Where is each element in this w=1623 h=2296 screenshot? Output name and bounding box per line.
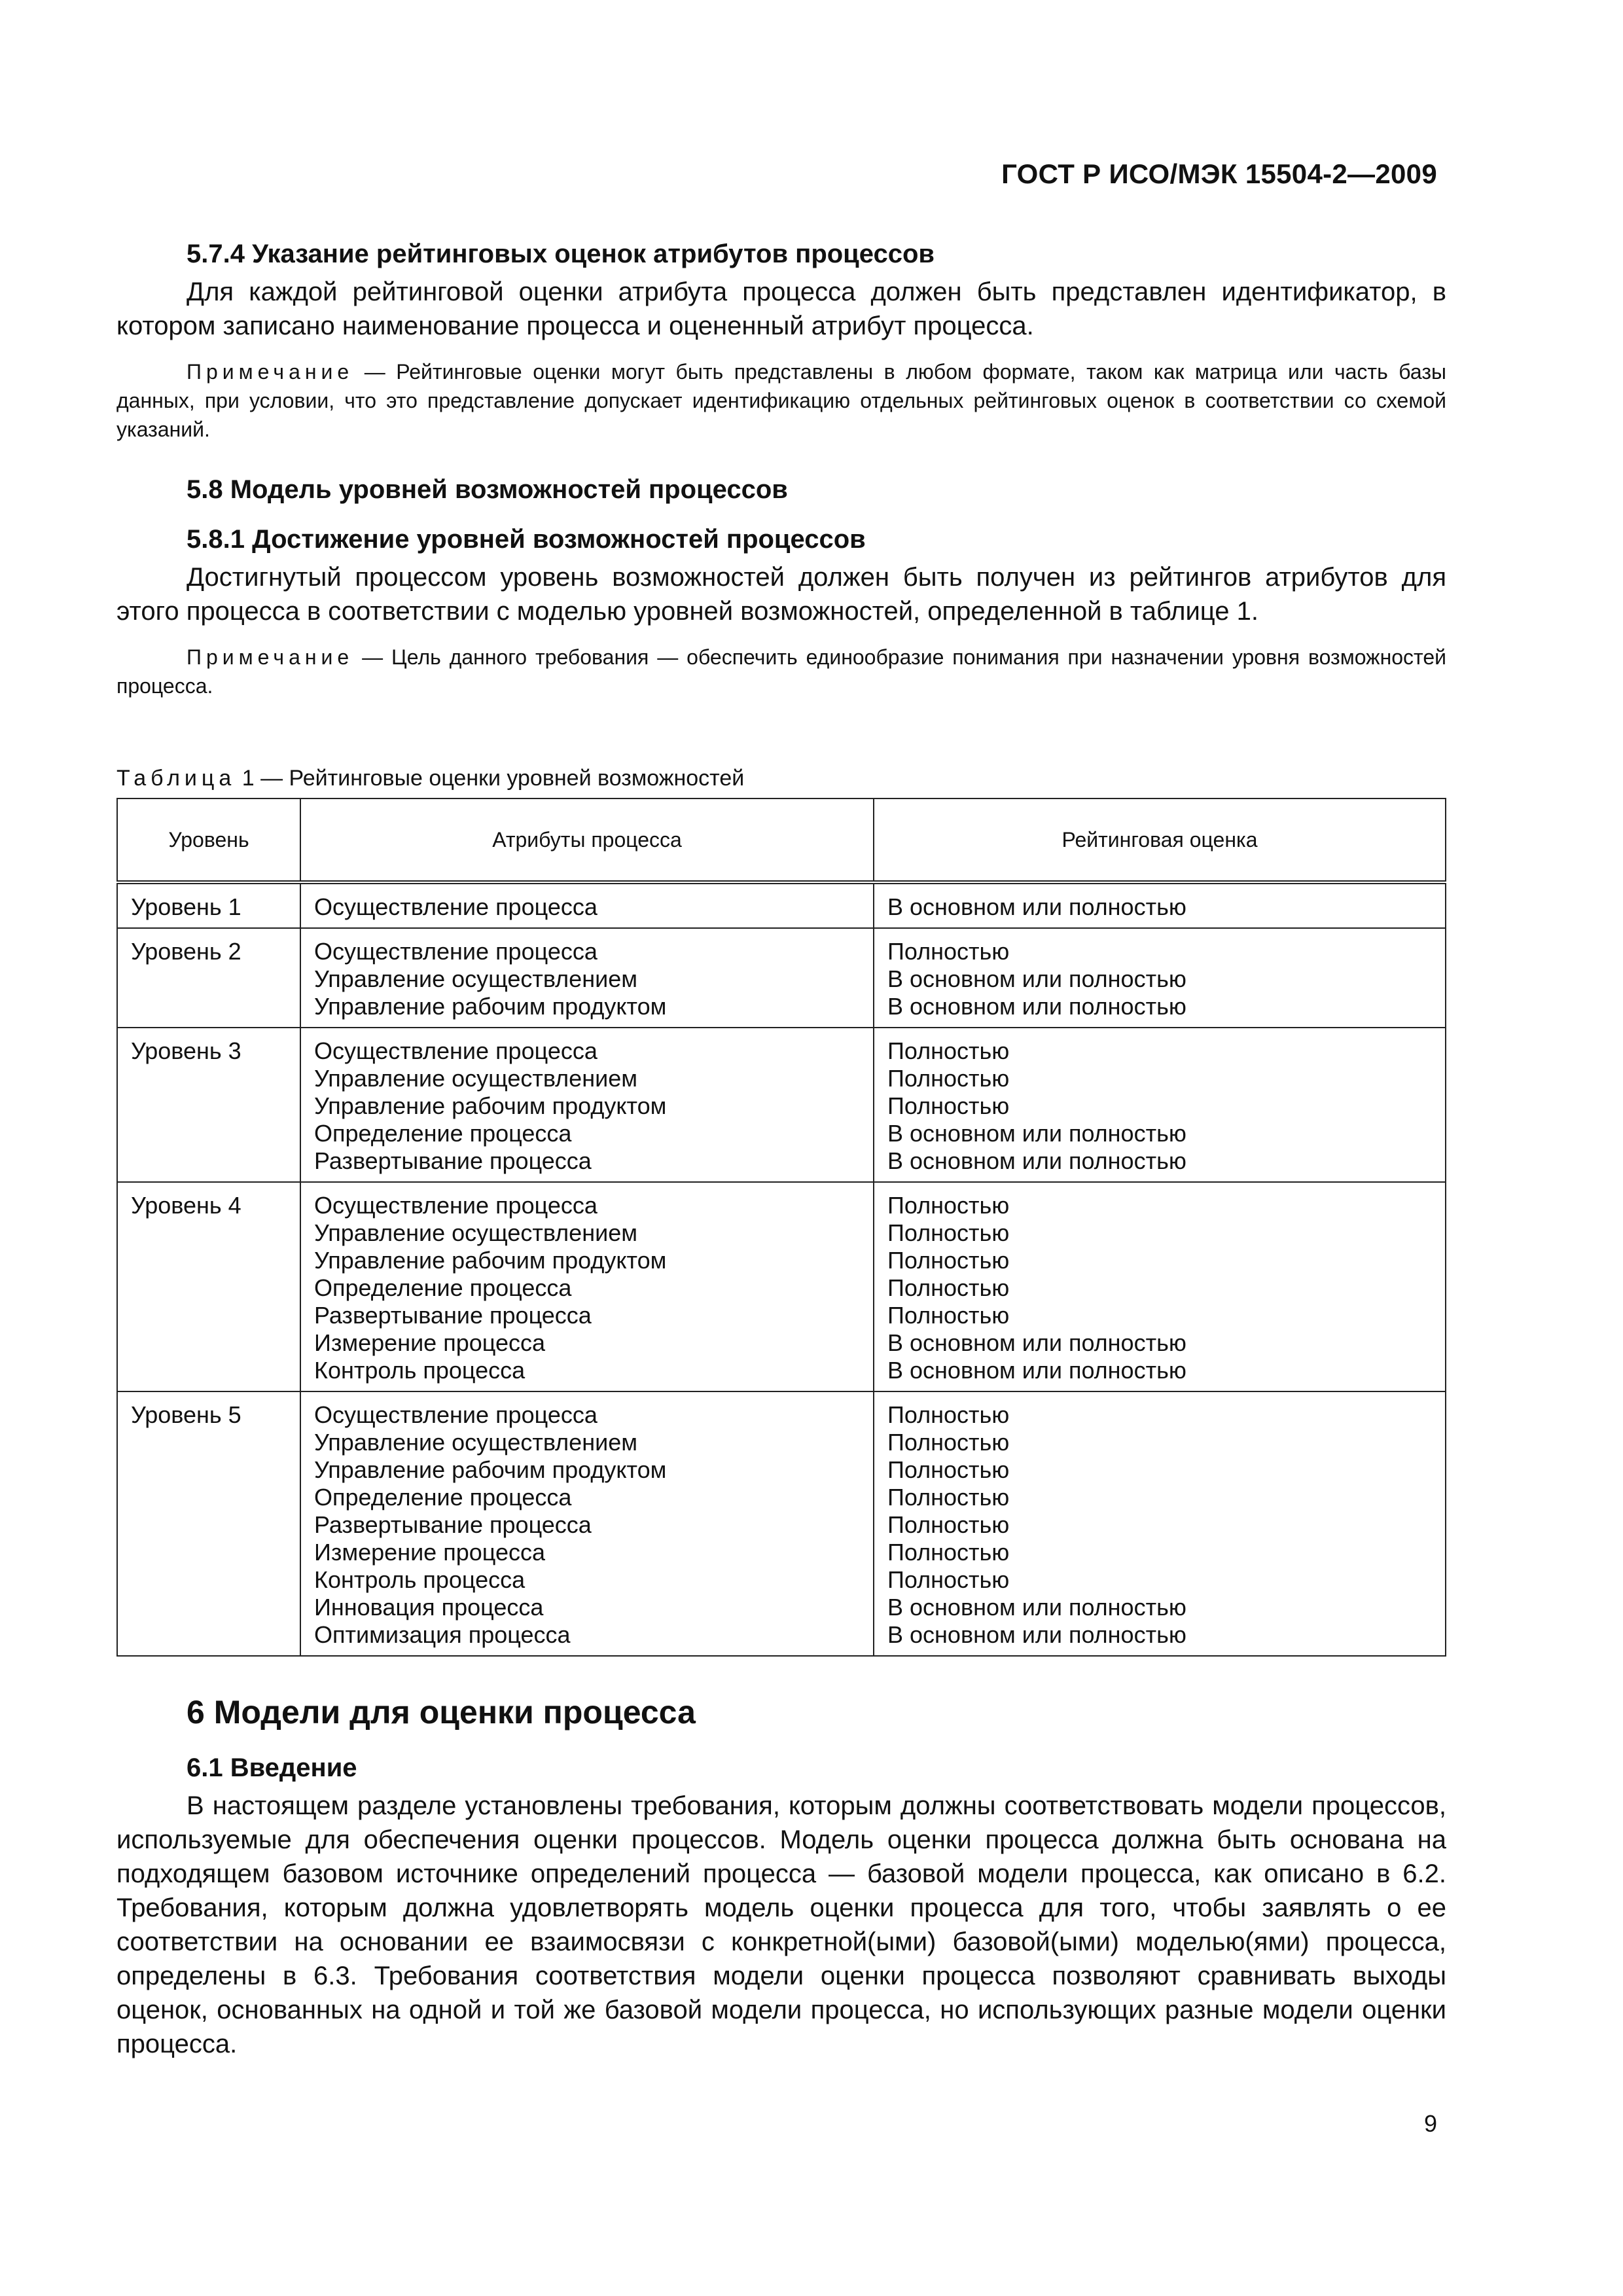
rating-line: Полностью bbox=[887, 938, 1010, 965]
paragraph-6-1: В настоящем разделе установлены требования, которым должны соответствовать модели процессов, используемые для обеспечения оценки процессов. Модель оценки процесса должна быть основана на подходящем базовом источнике определений процесса — базовой модели процесса, как описано в 6.2. Требования, которым должна удовлетворять модель оценки процесса для того, чтобы заявлять о ее соответствии на основании ее взаимосвязи с конкретной(ыми) базовой(ыми) моделью(ями) процесса, определены в 6.3. Требования соответствия модели оценки процесса позволяют сравнивать выходы оценок, основанных на одной и той же базовой модели процесса, но использующих разные модели оценки процесса. bbox=[116, 1791, 1446, 2058]
cell-level: Уровень 3 bbox=[117, 1028, 300, 1182]
attribute-line: Измерение процесса bbox=[314, 1329, 546, 1356]
rating-line: В основном или полностью bbox=[887, 993, 1186, 1020]
header-attributes: Атрибуты процесса bbox=[300, 798, 874, 882]
heading-5-8: 5.8 Модель уровней возможностей процессов bbox=[187, 475, 788, 504]
note-label: Примечание bbox=[187, 645, 354, 669]
attribute-line: Измерение процесса bbox=[314, 1539, 546, 1566]
heading-5-7-4: 5.7.4 Указание рейтинговых оценок атрибутов процессов bbox=[187, 240, 935, 268]
capability-levels-table bbox=[116, 798, 1446, 1657]
attribute-line: Управление рабочим продуктом bbox=[314, 1247, 667, 1274]
rating-line: В основном или полностью bbox=[887, 893, 1186, 920]
attribute-line: Управление рабочим продуктом bbox=[314, 993, 667, 1020]
attribute-line: Управление осуществлением bbox=[314, 1429, 637, 1456]
attribute-line: Контроль процесса bbox=[314, 1566, 526, 1593]
rating-line: В основном или полностью bbox=[887, 1120, 1186, 1147]
rating-line: Полностью bbox=[887, 1566, 1010, 1593]
paragraph-5-7-4: Для каждой рейтинговой оценки атрибута процесса должен быть представлен идентификатор, в котором записано наименование процесса и оцененный атрибут процесса. bbox=[116, 278, 1446, 340]
attribute-line: Развертывание процесса bbox=[314, 1147, 592, 1174]
cell-attributes bbox=[300, 1391, 874, 1656]
attribute-line: Определение процесса bbox=[314, 1484, 572, 1511]
table-caption-text: 1 — Рейтинговые оценки уровней возможностей bbox=[236, 766, 745, 791]
rating-line: Полностью bbox=[887, 1247, 1010, 1274]
rating-line: Полностью bbox=[887, 1037, 1010, 1064]
rating-line: В основном или полностью bbox=[887, 1621, 1186, 1648]
table-row bbox=[117, 1182, 1446, 1391]
rating-line: В основном или полностью bbox=[887, 1357, 1186, 1384]
rating-line: Полностью bbox=[887, 1484, 1010, 1511]
table-row bbox=[117, 1028, 1446, 1182]
rating-line: Полностью bbox=[887, 1274, 1010, 1301]
page-content bbox=[116, 237, 1446, 2061]
cell-level: Уровень 2 bbox=[117, 928, 300, 1028]
table-caption bbox=[116, 766, 1446, 791]
table-row bbox=[117, 928, 1446, 1028]
cell-attributes bbox=[300, 1028, 874, 1182]
cell-level: Уровень 5 bbox=[117, 1391, 300, 1656]
rating-line: Полностью bbox=[887, 1511, 1010, 1538]
attribute-line: Развертывание процесса bbox=[314, 1302, 592, 1329]
note-label: Примечание bbox=[187, 360, 354, 384]
rating-line: В основном или полностью bbox=[887, 965, 1186, 992]
cell-ratings bbox=[874, 1028, 1446, 1182]
cell-ratings bbox=[874, 928, 1446, 1028]
attribute-line: Управление рабочим продуктом bbox=[314, 1092, 667, 1119]
heading-6: 6 Модели для оценки процесса bbox=[187, 1694, 696, 1731]
attribute-line: Управление осуществлением bbox=[314, 1065, 637, 1092]
attribute-line: Осуществление процесса bbox=[314, 893, 597, 920]
table-header-row bbox=[117, 798, 1446, 882]
rating-line: Полностью bbox=[887, 1401, 1010, 1428]
attribute-line: Оптимизация процесса bbox=[314, 1621, 571, 1648]
table-row bbox=[117, 882, 1446, 928]
cell-attributes bbox=[300, 928, 874, 1028]
rating-line: В основном или полностью bbox=[887, 1329, 1186, 1356]
cell-ratings bbox=[874, 882, 1446, 928]
note-text: — Цель данного требования — обеспечить единообразие понимания при назначении уровня возможностей процесса. bbox=[116, 645, 1446, 698]
rating-line: Полностью bbox=[887, 1219, 1010, 1246]
heading-6-1: 6.1 Введение bbox=[187, 1753, 357, 1782]
rating-line: Полностью bbox=[887, 1092, 1010, 1119]
page-number: 9 bbox=[1423, 2110, 1437, 2137]
header-level: Уровень bbox=[117, 798, 300, 882]
note-text: — Рейтинговые оценки могут быть представлены в любом формате, таком как матрица или часть базы данных, при условии, что это представление допускает идентификацию отдельных рейтинговых оценок в соответствии со схемой указаний. bbox=[116, 360, 1446, 441]
attribute-line: Управление рабочим продуктом bbox=[314, 1456, 667, 1483]
attribute-line: Осуществление процесса bbox=[314, 938, 597, 965]
attribute-line: Развертывание процесса bbox=[314, 1511, 592, 1538]
rating-line: Полностью bbox=[887, 1539, 1010, 1566]
rating-line: Полностью bbox=[887, 1302, 1010, 1329]
table-body bbox=[117, 882, 1446, 1656]
attribute-line: Осуществление процесса bbox=[314, 1037, 597, 1064]
attribute-line: Инновация процесса bbox=[314, 1594, 544, 1621]
note-5-8-1 bbox=[116, 643, 1446, 700]
attribute-line: Контроль процесса bbox=[314, 1357, 526, 1384]
standard-code: ГОСТ Р ИСО/МЭК 15504-2—2009 bbox=[1001, 158, 1437, 189]
cell-level: Уровень 4 bbox=[117, 1182, 300, 1391]
attribute-line: Осуществление процесса bbox=[314, 1401, 597, 1428]
cell-ratings bbox=[874, 1182, 1446, 1391]
note-5-7-4 bbox=[116, 357, 1446, 444]
heading-5-8-1: 5.8.1 Достижение уровней возможностей процессов bbox=[187, 525, 866, 554]
cell-attributes bbox=[300, 1182, 874, 1391]
attribute-line: Управление осуществлением bbox=[314, 965, 637, 992]
rating-line: Полностью bbox=[887, 1065, 1010, 1092]
attribute-line: Определение процесса bbox=[314, 1274, 572, 1301]
rating-line: В основном или полностью bbox=[887, 1147, 1186, 1174]
rating-line: Полностью bbox=[887, 1429, 1010, 1456]
paragraph-5-8-1: Достигнутый процессом уровень возможностей должен быть получен из рейтингов атрибутов для этого процесса в соответствии с моделью уровней возможностей, определенной в таблице 1. bbox=[116, 563, 1446, 626]
rating-line: В основном или полностью bbox=[887, 1594, 1186, 1621]
cell-ratings bbox=[874, 1391, 1446, 1656]
attribute-line: Определение процесса bbox=[314, 1120, 572, 1147]
attribute-line: Осуществление процесса bbox=[314, 1192, 597, 1219]
header-rating: Рейтинговая оценка bbox=[874, 798, 1446, 882]
rating-line: Полностью bbox=[887, 1456, 1010, 1483]
attribute-line: Управление осуществлением bbox=[314, 1219, 637, 1246]
rating-line: Полностью bbox=[887, 1192, 1010, 1219]
cell-attributes bbox=[300, 882, 874, 928]
cell-level: Уровень 1 bbox=[117, 882, 300, 928]
table-row bbox=[117, 1391, 1446, 1656]
table-caption-label: Таблица bbox=[116, 766, 236, 791]
